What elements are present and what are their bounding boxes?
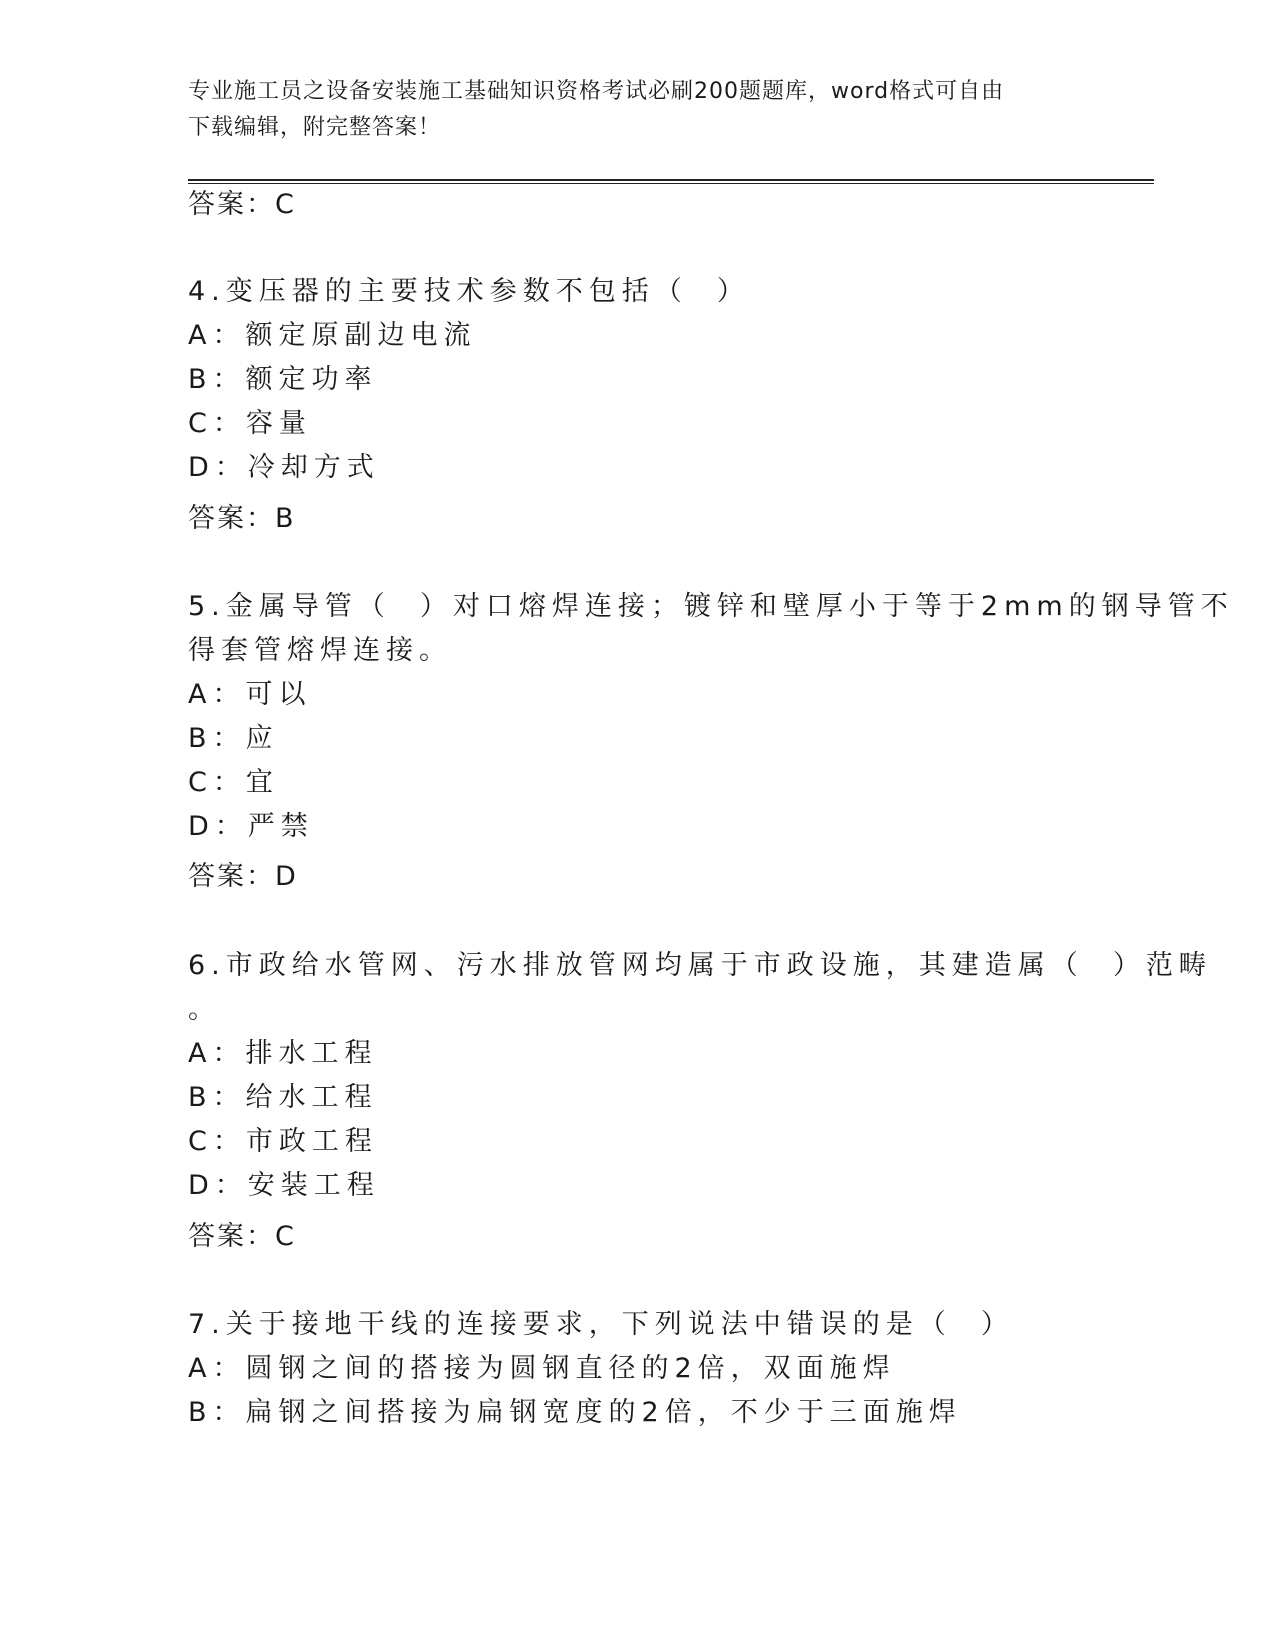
question-5-option-d: D：严禁 bbox=[188, 811, 314, 842]
question-6-stem-line-1: 6.市政给水管网、污水排放管网均属于市政设施，其建造属（ ）范畴 bbox=[188, 950, 1212, 981]
question-4-option-b: B：额定功率 bbox=[188, 364, 378, 395]
question-5-option-a: A：可以 bbox=[188, 679, 312, 710]
question-5-stem-line-1: 5.金属导管（ ）对口熔焊连接；镀锌和壁厚小于等于2mm的钢导管不 bbox=[188, 591, 1234, 622]
header-title-line-2: 下载编辑，附完整答案！ bbox=[188, 115, 442, 140]
header-divider-thick bbox=[188, 179, 1154, 181]
answer-question-4: 答案：B bbox=[188, 503, 296, 534]
question-6-option-d: D：安装工程 bbox=[188, 1170, 380, 1201]
question-7-option-a: A：圆钢之间的搭接为圆钢直径的2倍，双面施焊 bbox=[188, 1353, 896, 1384]
question-6-option-a: A：排水工程 bbox=[188, 1038, 378, 1069]
question-5-option-b: B：应 bbox=[188, 723, 279, 754]
question-5-stem-line-2: 得套管熔焊连接。 bbox=[188, 635, 452, 666]
question-7-option-b: B：扁钢之间搭接为扁钢宽度的2倍，不少于三面施焊 bbox=[188, 1397, 962, 1428]
question-6-option-b: B：给水工程 bbox=[188, 1082, 378, 1113]
answer-question-5: 答案：D bbox=[188, 861, 298, 892]
question-6-stem-line-2: 。 bbox=[188, 994, 221, 1025]
header-divider-thin bbox=[188, 183, 1154, 184]
answer-question-6: 答案：C bbox=[188, 1221, 296, 1252]
document-header bbox=[188, 74, 1088, 146]
question-5-option-c: C：宜 bbox=[188, 767, 279, 798]
question-4-option-a: A：额定原副边电流 bbox=[188, 320, 477, 351]
question-4-option-d: D：冷却方式 bbox=[188, 452, 380, 483]
question-7-stem: 7.关于接地干线的连接要求，下列说法中错误的是（ ） bbox=[188, 1309, 1014, 1340]
question-4-option-c: C：容量 bbox=[188, 408, 312, 439]
question-6-option-c: C：市政工程 bbox=[188, 1126, 378, 1157]
header-title-line-1: 专业施工员之设备安装施工基础知识资格考试必刷200题题库，word格式可自由 bbox=[188, 79, 1005, 104]
question-4-stem: 4.变压器的主要技术参数不包括（ ） bbox=[188, 276, 750, 307]
answer-previous: 答案：C bbox=[188, 189, 296, 220]
